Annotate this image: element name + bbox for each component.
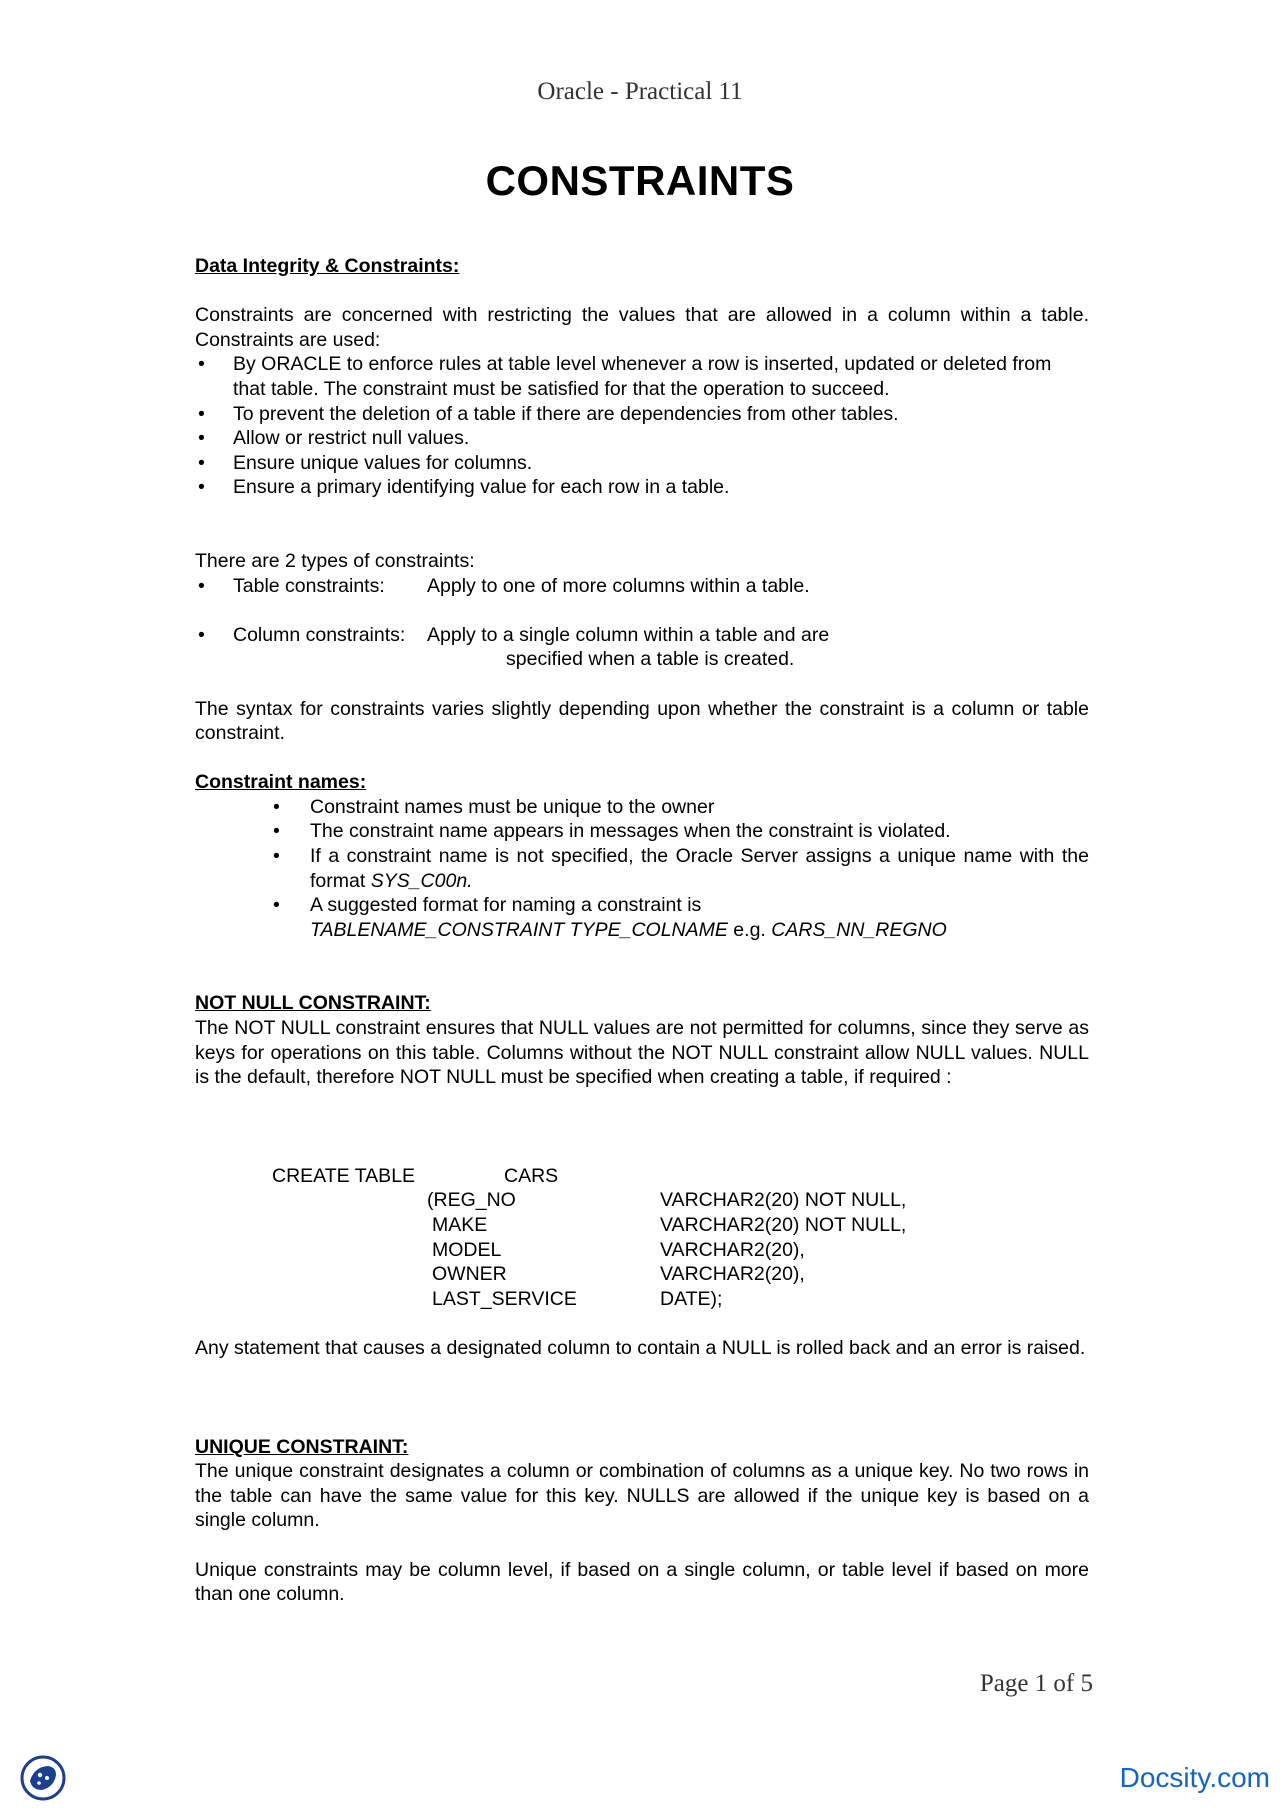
code-line: MAKE VARCHAR2(20) NOT NULL, (432, 1214, 907, 1236)
list-item: • Ensure a primary identifying value for each row in a table. (195, 475, 1089, 500)
code-line: LAST_SERVICE DATE); (432, 1287, 723, 1310)
list-item: • By ORACLE to enforce rules at table level whenever a row is inserted, updated or deleted from that table. The constraint must be satisfied for that the operation to succeed. (195, 352, 1089, 401)
sys-format: SYS_C00n. (370, 869, 473, 892)
section-heading-integrity: Data Integrity & Constraints: (195, 255, 460, 277)
list-item: • A suggested format for naming a constraint is TABLENAME_CONSTRAINT TYPE_COLNAME e.g. CARS_NN_REGNO (310, 893, 1089, 942)
code-create: CREATE TABLE (272, 1164, 416, 1187)
list-item (195, 623, 1089, 648)
bullet: • (198, 574, 205, 597)
notnull-after: Any statement that causes a designated column to contain a NULL is rolled back and an error is raised. (195, 1336, 1086, 1359)
integrity-intro: Constraints are concerned with restricting the values that are allowed in a column within a table. Constraints are used: (195, 304, 1089, 351)
list-item: • Ensure unique values for columns. (195, 451, 1089, 476)
syntax-note: The syntax for constraints varies slightly depending upon whether the constraint is a column or table constraint. (195, 697, 1089, 745)
code-line: (REG_NO VARCHAR2(20) NOT NULL, (427, 1189, 907, 1212)
list-item (195, 574, 1089, 599)
unique-p2: Unique constraints may be column level, if based on a single column, or table level if based on more than one column. (195, 1558, 1089, 1606)
list-item: • The constraint name appears in messages when the constraint is violated. (310, 819, 1089, 844)
table-constraints-desc: Apply to one of more columns within a table. (427, 574, 810, 597)
naming-example: CARS_NN_REGNO (771, 918, 947, 941)
code-table-name: CARS (504, 1164, 559, 1187)
section-heading-names: Constraint names: (195, 771, 367, 794)
integrity-bullet-list (195, 352, 1089, 500)
list-item: • Constraint names must be unique to the owner (310, 795, 1089, 820)
column-constraints-label: Column constraints: (233, 623, 406, 646)
code-line: MODEL VARCHAR2(20), (432, 1238, 805, 1261)
notnull-body: The NOT NULL constraint ensures that NULL values are not permitted for columns, since they serve as keys for operations on this table. Columns without the NOT NULL constraint allow NULL values. NULL is the default, therefore NOT NULL must be specified when creating a table, if required : (195, 1017, 1089, 1089)
code-block (272, 1164, 1089, 1312)
names-bullet-list (310, 795, 1089, 943)
naming-format: TABLENAME_CONSTRAINT TYPE_COLNAME (310, 918, 728, 941)
section-heading-unique: UNIQUE CONSTRAINT: (195, 1435, 409, 1458)
unique-p1: The unique constraint designates a column or combination of columns as a unique key. No two rows in the table can have the same value for this key. NULLS are allowed if the unique key is based on a single column. (195, 1460, 1089, 1532)
page-title: CONSTRAINTS (485, 157, 795, 204)
list-item: • If a constraint name is not specified, the Oracle Server assigns a unique name with the format SYS_C00n. (310, 844, 1089, 893)
column-constraints-desc: Apply to a single column within a table and are (427, 623, 830, 646)
column-constraints-desc-cont: specified when a table is created. (506, 648, 795, 671)
list-item: • To prevent the deletion of a table if there are dependencies from other tables. (195, 402, 1089, 427)
page-number: Page 1 of 5 (979, 1670, 1093, 1697)
document-body (195, 254, 1089, 1607)
docsity-link[interactable]: Docsity.com (1119, 1762, 1270, 1793)
list-item: • Allow or restrict null values. (195, 426, 1089, 451)
table-constraints-label: Table constraints: (233, 574, 385, 597)
bullet: • (198, 623, 205, 646)
page-header: Oracle - Practical 11 (537, 78, 743, 105)
code-line: OWNER VARCHAR2(20), (432, 1263, 805, 1286)
section-heading-notnull: NOT NULL CONSTRAINT: (195, 992, 431, 1015)
types-intro: There are 2 types of constraints: (195, 549, 475, 572)
